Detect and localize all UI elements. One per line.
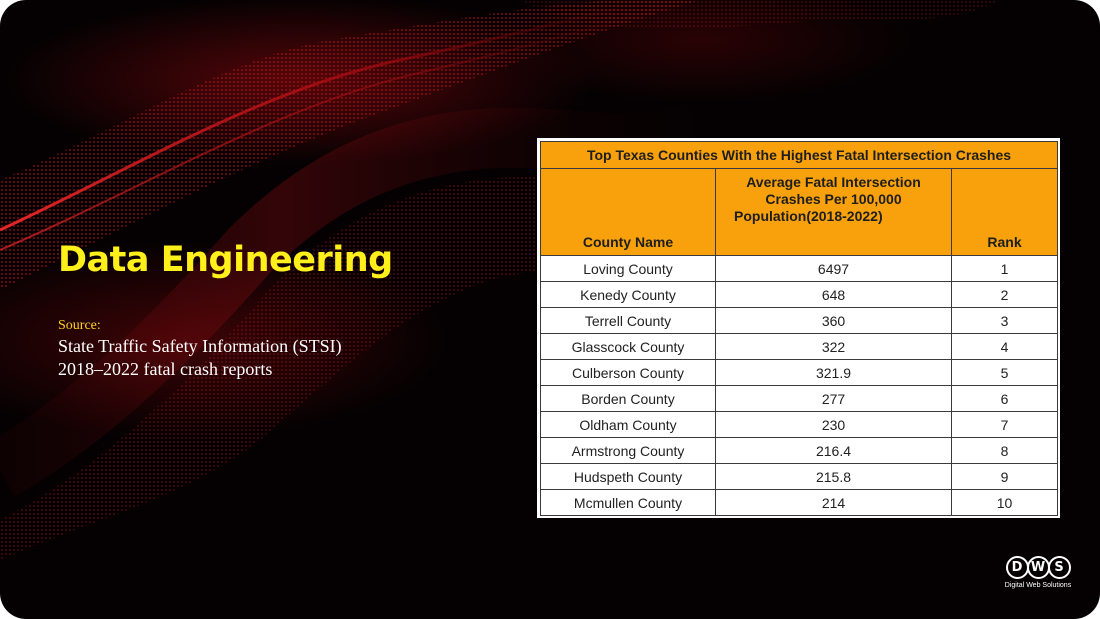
cell-rank: 3 [952,308,1058,334]
column-header-average-line-2: Crashes Per 100,000 [765,191,902,207]
cell-average: 214 [716,490,952,516]
cell-county: Armstrong County [541,438,716,464]
logo-tagline: Digital Web Solutions [1004,582,1072,589]
cell-rank: 9 [952,464,1058,490]
crash-table [540,141,1058,516]
table-row [541,464,1058,490]
logo-letter-d: D [1006,556,1029,579]
cell-county: Culberson County [541,360,716,386]
logo-mark [996,556,1080,579]
table-row [541,282,1058,308]
cell-county: Borden County [541,386,716,412]
table-caption: Top Texas Counties With the Highest Fatal Intersection Crashes [541,142,1058,169]
cell-average: 230 [716,412,952,438]
table-row [541,386,1058,412]
column-header-average [716,169,952,256]
cell-rank: 6 [952,386,1058,412]
source-line-2: 2018–2022 fatal crash reports [58,359,273,379]
column-header-county: County Name [541,169,716,256]
cell-rank: 5 [952,360,1058,386]
cell-rank: 1 [952,256,1058,282]
crash-table-card [537,138,1060,518]
dws-logo [996,556,1080,598]
cell-county: Hudspeth County [541,464,716,490]
cell-rank: 2 [952,282,1058,308]
page-title: Data Engineering [58,240,393,280]
cell-county: Loving County [541,256,716,282]
cell-average: 360 [716,308,952,334]
cell-average: 321.9 [716,360,952,386]
table-row [541,412,1058,438]
cell-county: Terrell County [541,308,716,334]
table-row [541,308,1058,334]
cell-rank: 8 [952,438,1058,464]
cell-county: Glasscock County [541,334,716,360]
source-label: Source: [58,318,101,333]
cell-average: 277 [716,386,952,412]
table-row [541,360,1058,386]
cell-county: Oldham County [541,412,716,438]
cell-rank: 7 [952,412,1058,438]
cell-average: 215.8 [716,464,952,490]
cell-county: Kenedy County [541,282,716,308]
table-row [541,490,1058,516]
logo-letter-w: W [1027,556,1050,579]
table-row [541,438,1058,464]
cell-average: 322 [716,334,952,360]
source-line-1: State Traffic Safety Information (STSI) [58,336,342,356]
cell-average: 216.4 [716,438,952,464]
cell-average: 648 [716,282,952,308]
table-row [541,334,1058,360]
column-header-rank: Rank [952,169,1058,256]
table-row [541,256,1058,282]
cell-average: 6497 [716,256,952,282]
cell-county: Mcmullen County [541,490,716,516]
cell-rank: 4 [952,334,1058,360]
column-header-average-line-1: Average Fatal Intersection [746,174,921,190]
logo-letter-s: S [1048,556,1071,579]
cell-rank: 10 [952,490,1058,516]
column-header-average-line-3: Population(2018-2022) [734,208,883,224]
